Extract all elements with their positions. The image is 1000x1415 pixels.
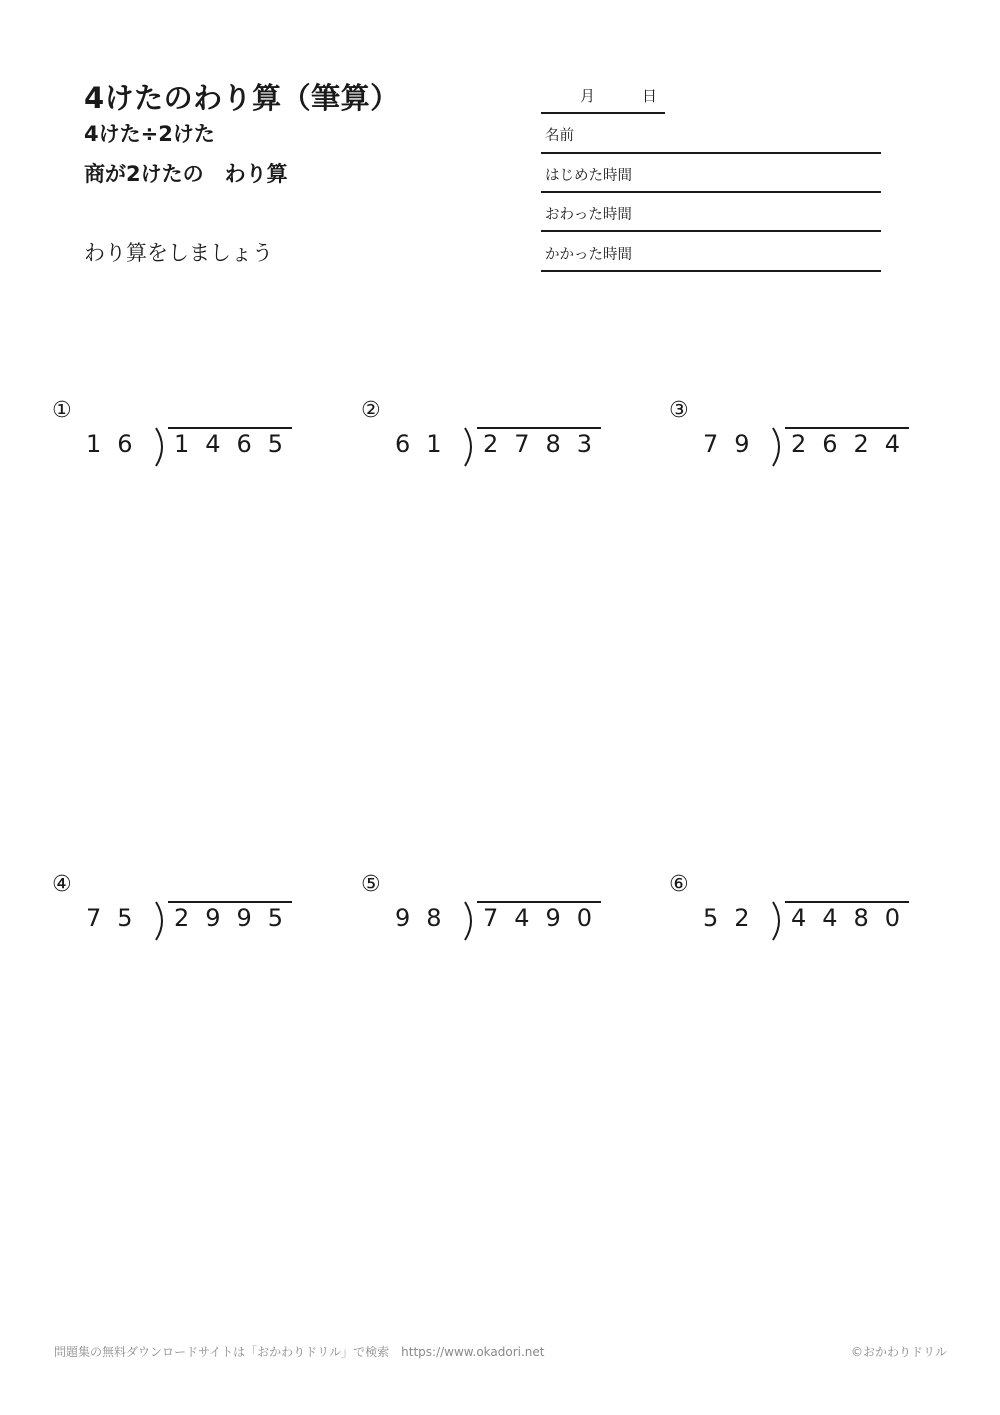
long-division-bracket — [461, 900, 479, 942]
footer-site-note: 問題集の無料ダウンロードサイトは「おかわりドリル」で検索 https://www.okadori.net — [54, 1345, 545, 1359]
problem-number: ③ — [669, 398, 689, 423]
day-label: 日 — [642, 87, 658, 105]
division-problem-3 — [669, 398, 969, 478]
elapsed-time-field-line[interactable] — [541, 270, 881, 272]
worksheet-title: 4けたのわり算（筆算） — [84, 81, 400, 115]
problem-number: ⑥ — [669, 872, 689, 897]
divisor: 98 — [395, 904, 458, 932]
dividend: 1465 — [174, 430, 300, 458]
end-time-field-line[interactable] — [541, 230, 881, 232]
start-time-field-label: はじめた時間 — [545, 168, 632, 184]
worksheet-subtitle-quotient: 商が2けたの わり算 — [84, 162, 288, 186]
elapsed-time-field-label: かかった時間 — [545, 247, 632, 263]
division-problem-5 — [361, 872, 661, 952]
month-label: 月 — [580, 87, 596, 105]
footer-copyright: ©おかわりドリル — [851, 1345, 948, 1359]
long-division-bar — [785, 427, 909, 429]
problem-number: ⑤ — [361, 872, 381, 897]
worksheet-subtitle-digits: 4けた÷2けた — [84, 122, 215, 146]
division-problem-6 — [669, 872, 969, 952]
name-field-label: 名前 — [545, 128, 574, 144]
divisor: 16 — [86, 430, 149, 458]
division-problem-4 — [52, 872, 352, 952]
long-division-bar — [477, 901, 601, 903]
long-division-bar — [168, 427, 292, 429]
name-field-line[interactable] — [541, 152, 881, 154]
long-division-bracket — [152, 900, 170, 942]
divisor: 61 — [395, 430, 458, 458]
dividend: 2783 — [483, 430, 609, 458]
long-division-bar — [168, 901, 292, 903]
instruction-text: わり算をしましょう — [84, 241, 273, 265]
long-division-bracket — [769, 900, 787, 942]
dividend: 2624 — [791, 430, 917, 458]
long-division-bracket — [152, 426, 170, 468]
long-division-bracket — [461, 426, 479, 468]
problem-number: ② — [361, 398, 381, 423]
problem-number: ④ — [52, 872, 72, 897]
division-problem-2 — [361, 398, 661, 478]
division-problem-1 — [52, 398, 352, 478]
problem-number: ① — [52, 398, 72, 423]
date-underline — [541, 112, 665, 114]
dividend: 4480 — [791, 904, 917, 932]
divisor: 79 — [703, 430, 766, 458]
start-time-field-line[interactable] — [541, 191, 881, 193]
dividend: 7490 — [483, 904, 609, 932]
long-division-bar — [477, 427, 601, 429]
divisor: 52 — [703, 904, 766, 932]
dividend: 2995 — [174, 904, 300, 932]
end-time-field-label: おわった時間 — [545, 207, 632, 223]
long-division-bar — [785, 901, 909, 903]
divisor: 75 — [86, 904, 149, 932]
long-division-bracket — [769, 426, 787, 468]
